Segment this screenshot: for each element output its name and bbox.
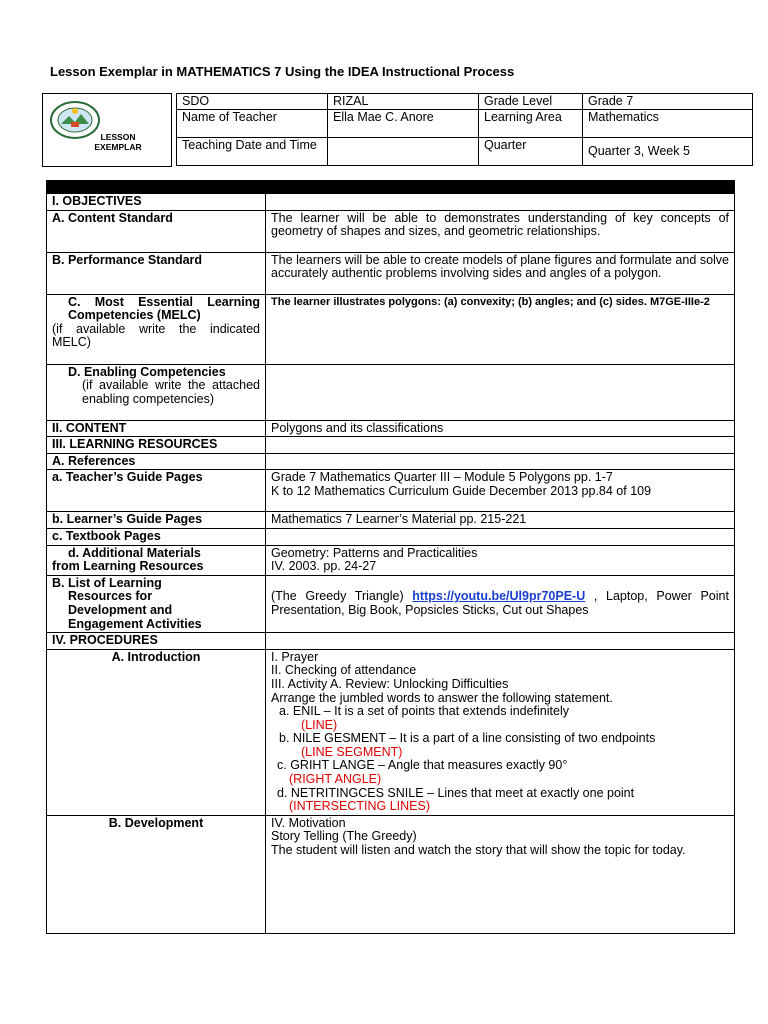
melc-text: The learner illustrates polygons: (a) convexity; (b) angles; and (c) sides. M7GE-IIIe-2 [266,294,735,364]
area-value: Mathematics [583,110,753,138]
table-row [47,545,735,575]
add-label-1: d. Additional Materials [68,545,201,560]
dev-label: B. Development [47,815,266,933]
intro-item-d: d. NETRITINGCES SNILE – Lines that meet at exactly one point [277,785,635,800]
lg-label: b. Learner’s Guide Pages [47,512,266,529]
table-row [47,470,735,512]
intro-answer-b: (LINE SEGMENT) [301,744,403,759]
logo-box [42,93,172,167]
intro-line-4: Arrange the jumbled words to answer the following statement. [271,690,613,705]
dev-line-1: IV. Motivation [271,815,346,830]
tg-line-2: K to 12 Mathematics Curriculum Guide December 2013 pp.84 of 109 [271,483,652,498]
header-block [42,93,754,167]
table-row [47,528,735,545]
table-row [47,364,735,420]
table-row [47,210,735,252]
table-row [47,453,735,470]
table-row [47,649,735,815]
quarter-label: Quarter [479,138,583,166]
add-line-2: IV. 2003. pp. 24-27 [271,559,377,574]
tg-line-1: Grade 7 Mathematics Quarter III – Module 5 Polygons pp. 1-7 [271,470,613,485]
add-line-1: Geometry: Patterns and Practicalities [271,545,478,560]
quarter-value: Quarter 3, Week 5 [583,138,753,166]
list-text-pre: (The Greedy Triangle) [271,589,404,604]
table-row [47,420,735,437]
objectives-label: I. OBJECTIVES [47,194,266,211]
table-row [47,294,735,364]
teacher-value: Ella Mae C. Anore [328,110,479,138]
intro-line-2: II. Checking of attendance [271,663,417,678]
lesson-table [46,180,735,934]
intro-label: A. Introduction [47,649,266,815]
intro-answer-a: (LINE) [301,717,338,732]
add-label-2: from Learning Resources [52,559,204,574]
grade-value: Grade 7 [583,94,753,110]
intro-item-a: a. ENIL – It is a set of points that extends indefinitely [279,704,569,719]
document-title: Lesson Exemplar in MATHEMATICS 7 Using the IDEA Instructional Process [50,64,515,79]
date-value [328,138,479,166]
melc-note: (if available write the indicated MELC) [52,321,260,350]
grade-label: Grade Level [479,94,583,110]
performance-standard-text: The learners will be able to create models of plane figures and formulate and solve accurately authentic problems involving sides and angles of a polygon. [266,252,735,294]
header-info-table [176,93,753,166]
table-row [47,633,735,650]
tb-label: c. Textbook Pages [47,528,266,545]
video-link[interactable]: https://youtu.be/Ul9pr70PE-U [412,589,586,604]
table-row [47,252,735,294]
content-label: II. CONTENT [47,420,266,437]
references-label: A. References [47,453,266,470]
intro-item-c: c. GRIHT LANGE – Angle that measures exactly 90° [277,758,568,773]
table-row [47,815,735,933]
dev-line-2: Story Telling (The Greedy) [271,829,417,844]
list-label-2: Resources for [68,589,153,604]
date-label: Teaching Date and Time [177,138,328,166]
dev-line-3: The student will listen and watch the story that will show the topic for today. [271,843,686,858]
enabling-note: (if available write the attached enabling competencies) [82,378,260,406]
tg-label: a. Teacher’s Guide Pages [47,470,266,512]
table-row [47,437,735,454]
intro-item-b: b. NILE GESMENT – It is a part of a line consisting of two endpoints [279,731,656,746]
procedures-label: IV. PROCEDURES [47,633,266,650]
content-text: Polygons and its classifications [266,420,735,437]
list-label-1: B. List of Learning [52,575,162,590]
teacher-label: Name of Teacher [177,110,328,138]
list-text-post: , Laptop, Power Point Presentation, Big Book, Popsicles Sticks, Cut out Shapes [271,589,729,617]
sdo-label: SDO [177,94,328,110]
enabling-label: D. Enabling Competencies [68,364,226,379]
content-standard-text: The learner will be able to demonstrates understanding of key concepts of geometry of shapes and sizes, and geometric relationships. [266,210,735,252]
intro-answer-d: (INTERSECTING LINES) [289,799,430,814]
area-label: Learning Area [479,110,583,138]
list-label-4: Engagement Activities [68,616,202,631]
intro-answer-c: (RIGHT ANGLE) [289,772,382,787]
content-standard-label: A. Content Standard [47,210,266,252]
performance-standard-label: B. Performance Standard [47,252,266,294]
intro-line-3: III. Activity A. Review: Unlocking Difficulties [271,676,509,691]
melc-label: C. Most Essential Learning Competencies (MELC) [68,294,260,323]
intro-line-1: I. Prayer [271,649,319,664]
resources-label: III. LEARNING RESOURCES [47,437,266,454]
lg-text: Mathematics 7 Learner’s Material pp. 215-221 [266,512,735,529]
logo-label: LESSON EXEMPLAR [94,132,142,152]
table-row [47,512,735,529]
table-row [47,194,735,211]
sdo-value: RIZAL [328,94,479,110]
table-header-bar [47,181,735,194]
table-row [47,575,735,632]
list-label-3: Development and [68,602,173,617]
